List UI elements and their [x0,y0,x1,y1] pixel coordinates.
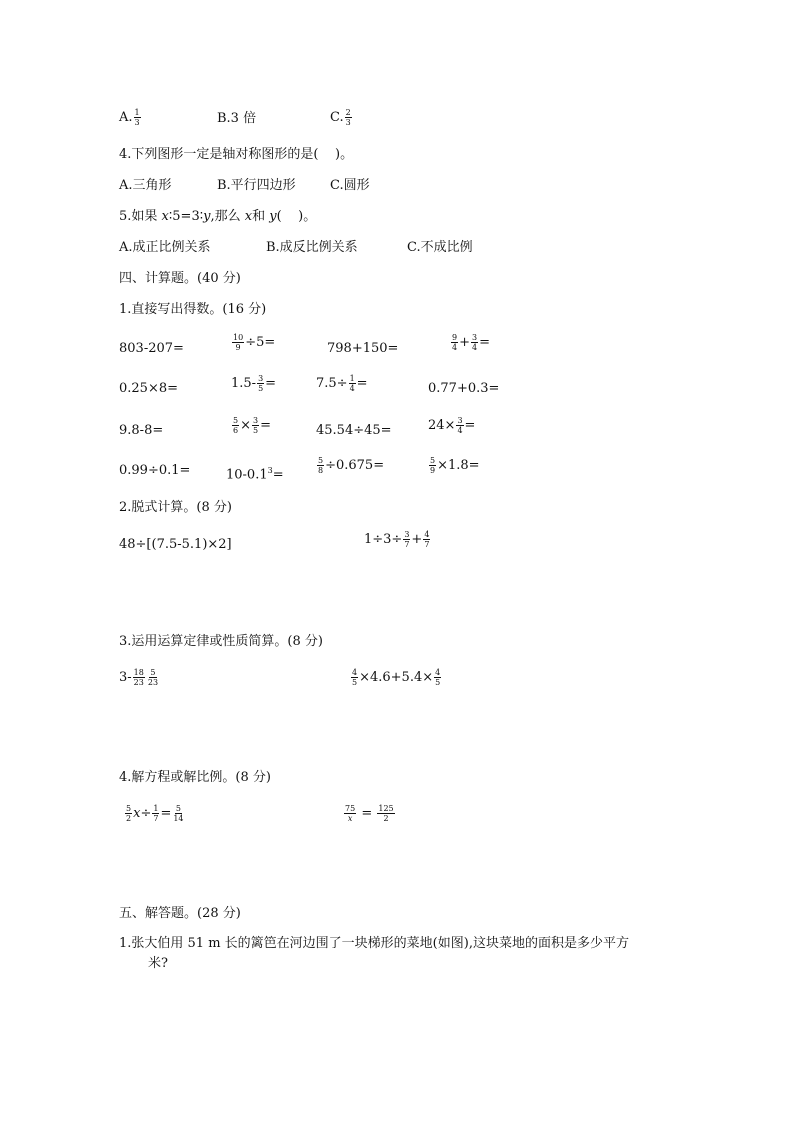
s4-q4-title: 4.解方程或解比例。(8 分) [119,770,271,785]
option-b: B.3 倍 [217,111,257,126]
question-5: 5.如果 x∶5=3∶y,那么 x和 y( )。 [119,209,317,224]
s4-q3-title: 3.运用运算定律或性质简算。(8 分) [119,634,323,649]
calc-r4-c4: $\frac{5}{9}$ ×1.8= [430,456,480,475]
s4-q2-expr-1: 48÷[(7.5-5.1)×2] [119,537,232,552]
calc-r2-c3: 7.5÷ $\frac{1}{4}$ = [316,374,368,393]
s4-q2-title: 2.脱式计算。(8 分) [119,500,232,515]
s4-q3-expr-1: 3- $\frac{18}{23}$ $\frac{5}{23}$ [119,668,159,687]
s4-q2-expr-2: 1÷3÷ $\frac{3}{7}$ + $\frac{4}{7}$ [364,530,430,549]
s5-q1-line2: 米? [148,956,168,971]
option-c: C. $\frac{2}{3}$ [330,108,351,127]
calc-r2-c4: 0.77+0.3= [428,381,500,396]
option-a: A. $\frac{1}{3}$ [119,108,140,127]
q4-option-b: B.平行四边形 [217,178,296,193]
q5-option-b: B.成反比例关系 [266,240,358,255]
s4-q4-eq-2: $\frac{75}{x}$ = $\frac{125}{2}$ [345,804,394,823]
q5-option-c: C.不成比例 [407,240,473,255]
s5-q1-line1: 1.张大伯用 51 m 长的篱笆在河边围了一块梯形的菜地(如图),这块菜地的面积是多少平方 [119,936,629,951]
s4-q1-title: 1.直接写出得数。(16 分) [119,302,267,317]
calc-r3-c4: 24× $\frac{3}{4}$ = [428,416,476,435]
calc-r4-c1: 0.99÷0.1= [119,463,191,478]
calc-r3-c2: $\frac{5}{6}$ × $\frac{3}{5}$ = [233,416,271,435]
calc-r1-c3: 798+150= [327,341,399,356]
calc-r2-c2: 1.5- $\frac{3}{5}$ = [231,374,277,393]
calc-r4-c3: $\frac{5}{8}$ ÷0.675= [318,456,385,475]
q5-option-a: A.成正比例关系 [119,240,211,255]
section-5-title: 五、解答题。(28 分) [119,906,241,921]
q4-option-c: C.圆形 [330,178,370,193]
calc-r4-c2: $10-0.1^3=$ [226,466,284,483]
s4-q3-expr-2: $\frac{4}{5}$ ×4.6+5.4× $\frac{4}{5}$ [352,668,441,687]
calc-r2-c1: 0.25×8= [119,381,179,396]
section-4-title: 四、计算题。(40 分) [119,271,241,286]
calc-r1-c4: $\frac{9}{4}$ + $\frac{3}{4}$ = [452,333,490,352]
s4-q4-eq-1: $\frac{5}{2}$ x÷ $\frac{1}{7}$ = $\frac{5}{14}$ [126,804,184,823]
calc-r1-c2: $\frac{10}{9}$ ÷5= [233,333,276,352]
calc-r3-c3: 45.54÷45= [316,423,392,438]
question-4: 4.下列图形一定是轴对称图形的是( )。 [119,147,354,162]
calc-r3-c1: 9.8-8= [119,423,164,438]
q4-option-a: A.三角形 [119,178,172,193]
calc-r1-c1: 803-207= [119,341,184,356]
